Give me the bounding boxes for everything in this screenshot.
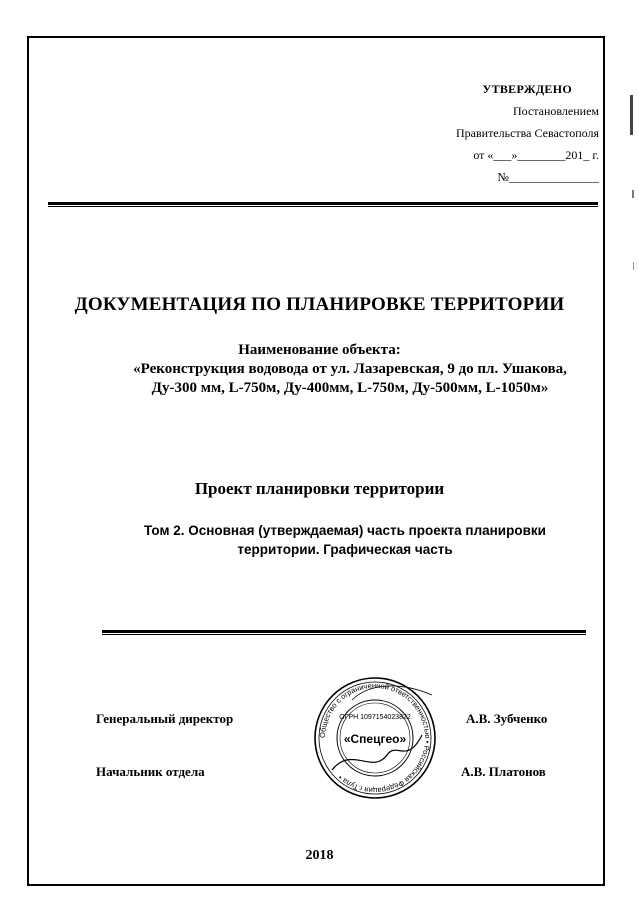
document-title: ДОКУМЕНТАЦИЯ ПО ПЛАНИРОВКЕ ТЕРРИТОРИИ — [74, 294, 565, 315]
scan-edge-mark — [630, 95, 633, 135]
svg-text:ОГРН 1097154023822: ОГРН 1097154023822 — [339, 714, 411, 721]
approval-line-decree: Постановлением — [512, 104, 599, 118]
approval-line-date: от «___»________201_ г. — [473, 148, 599, 162]
volume-line: территории. Графическая часть — [237, 542, 453, 557]
approval-line-government: Правительства Севастополя — [455, 126, 599, 140]
header-divider-thin — [48, 206, 598, 207]
header-divider-thick — [48, 202, 598, 205]
approval-title: УТВЕРЖДЕНО — [482, 82, 572, 96]
scan-edge-mark — [633, 262, 634, 270]
signature-divider-thin — [102, 634, 586, 635]
volume-description — [90, 521, 600, 559]
svg-text:Общество с ограниченной ответс: Общество с ограниченной ответственностью • Российская Федерация г.Тула • — [317, 680, 433, 796]
object-label: Наименование объекта: — [238, 342, 401, 358]
object-name-line: Ду-300 мм, L-750м, Ду-400мм, L-750м, Ду-500мм, L-1050м» — [151, 380, 549, 396]
signatory-position-head: Начальник отдела — [96, 764, 205, 779]
volume-line: Том 2. Основная (утверждаемая) часть проекта планировки — [144, 523, 546, 538]
approval-line-number: №_______________ — [497, 170, 599, 184]
signatory-name-director: А.В. Зубченко — [466, 711, 548, 726]
object-name-line: «Реконструкция водовода от ул. Лазаревская, 9 до пл. Ушакова, — [133, 361, 567, 377]
signatory-position-director: Генеральный директор — [96, 711, 234, 726]
svg-text:«Спецгео»: «Спецгео» — [343, 732, 407, 746]
company-seal — [312, 675, 438, 801]
approval-block — [399, 78, 599, 188]
scan-edge-mark — [632, 190, 634, 198]
document-year: 2018 — [305, 848, 334, 863]
project-title: Проект планировки территории — [194, 479, 445, 498]
object-name — [60, 360, 639, 398]
signature-divider-thick — [102, 630, 586, 633]
signatory-name-head: А.В. Платонов — [461, 764, 546, 779]
